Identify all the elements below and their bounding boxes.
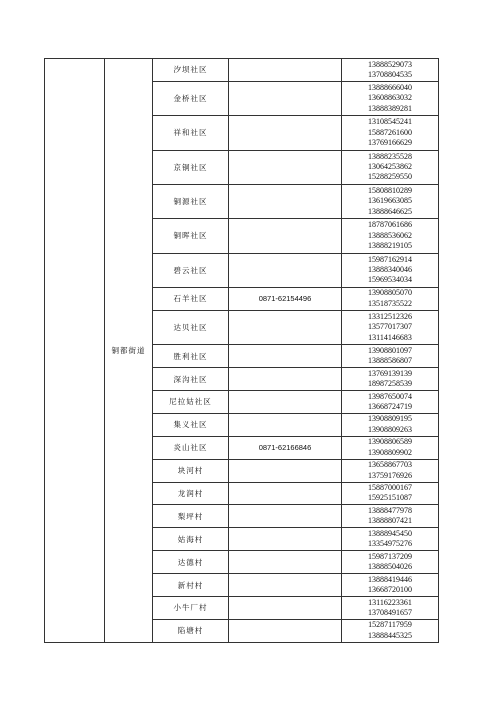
community-name-cell: 深沟社区	[153, 368, 229, 391]
mobile-number: 13108545241	[368, 117, 412, 127]
mobile-number: 13908805070	[368, 288, 412, 298]
mobile-number: 13668724719	[368, 401, 412, 411]
landline-cell	[229, 551, 342, 574]
landline-cell	[229, 574, 342, 597]
landline-cell	[229, 345, 342, 368]
community-name-cell: 炎山社区	[153, 436, 229, 459]
mobile-number: 13888945450	[368, 528, 412, 538]
community-name-cell: 祥和社区	[153, 116, 229, 150]
mobile-numbers-cell	[342, 482, 439, 505]
landline-cell	[229, 528, 342, 551]
mobile-numbers-cell	[342, 368, 439, 391]
mobile-numbers-cell	[342, 219, 439, 253]
mobile-number: 15987162914	[368, 254, 412, 264]
mobile-number: 13888235528	[368, 151, 412, 161]
community-name-cell: 新村村	[153, 574, 229, 597]
mobile-number: 13888219105	[368, 241, 412, 251]
mobile-number: 13888504026	[368, 562, 412, 572]
community-name-cell: 龙润村	[153, 482, 229, 505]
mobile-number: 13888445325	[368, 630, 412, 640]
landline-cell	[229, 619, 342, 642]
mobile-number: 13908806589	[368, 437, 412, 447]
landline-cell	[229, 390, 342, 413]
community-name-cell: 铜晖社区	[153, 219, 229, 253]
mobile-numbers-cell	[342, 528, 439, 551]
mobile-numbers-cell	[342, 436, 439, 459]
community-name-cell: 集义社区	[153, 413, 229, 436]
mobile-number: 13708491657	[368, 607, 412, 617]
mobile-number: 13769166629	[368, 138, 412, 148]
community-name-cell: 姑海村	[153, 528, 229, 551]
mobile-number: 13658867703	[368, 460, 412, 470]
mobile-number: 13577017307	[368, 322, 412, 332]
mobile-number: 15808810289	[368, 185, 412, 195]
mobile-number: 13908809263	[368, 424, 412, 434]
community-name-cell: 达贝社区	[153, 310, 229, 344]
mobile-numbers-cell	[342, 619, 439, 642]
landline-cell	[229, 596, 342, 619]
mobile-numbers-cell	[342, 413, 439, 436]
mobile-number: 13518735522	[368, 298, 412, 308]
mobile-numbers-cell	[342, 459, 439, 482]
landline-cell	[229, 368, 342, 391]
landline-cell	[229, 81, 342, 115]
mobile-number: 13908801097	[368, 345, 412, 355]
mobile-number: 13888477978	[368, 505, 412, 515]
community-name-cell: 梨坪村	[153, 505, 229, 528]
landline-cell	[229, 505, 342, 528]
landline-cell	[229, 150, 342, 184]
mobile-number: 13888389281	[368, 103, 412, 113]
mobile-number: 13769139139	[368, 368, 412, 378]
mobile-number: 13888529073	[368, 59, 412, 69]
mobile-number: 13708804535	[368, 69, 412, 79]
landline-cell: 0871-62154496	[229, 287, 342, 310]
mobile-number: 13116223361	[368, 597, 412, 607]
table-row	[45, 59, 439, 82]
landline-cell	[229, 310, 342, 344]
landline-cell	[229, 253, 342, 287]
community-name-cell: 石羊社区	[153, 287, 229, 310]
community-name-cell: 京铜社区	[153, 150, 229, 184]
community-name-cell: 碧云社区	[153, 253, 229, 287]
landline-cell	[229, 59, 342, 82]
mobile-number: 13608863032	[368, 93, 412, 103]
landline-cell	[229, 459, 342, 482]
community-name-cell: 尼拉姑社区	[153, 390, 229, 413]
landline-cell	[229, 482, 342, 505]
community-name-cell: 块河村	[153, 459, 229, 482]
mobile-number: 13354975276	[368, 539, 412, 549]
community-name-cell: 陷塘村	[153, 619, 229, 642]
mobile-numbers-cell	[342, 505, 439, 528]
landline-cell	[229, 413, 342, 436]
mobile-number: 18787061686	[368, 220, 412, 230]
mobile-number: 15969534034	[368, 275, 412, 285]
community-name-cell: 小牛厂村	[153, 596, 229, 619]
district-cell	[45, 59, 105, 643]
community-name-cell: 达德村	[153, 551, 229, 574]
mobile-number: 13888646625	[368, 206, 412, 216]
street-name-cell: 铜都街道	[105, 59, 153, 643]
mobile-numbers-cell	[342, 253, 439, 287]
mobile-number: 15925151087	[368, 493, 412, 503]
mobile-number: 13064253862	[368, 162, 412, 172]
landline-cell: 0871-62166846	[229, 436, 342, 459]
mobile-number: 13987650074	[368, 391, 412, 401]
mobile-numbers-cell	[342, 596, 439, 619]
mobile-number: 13908809902	[368, 447, 412, 457]
mobile-numbers-cell	[342, 310, 439, 344]
mobile-number: 13888666040	[368, 82, 412, 92]
mobile-number: 13888340046	[368, 265, 412, 275]
mobile-number: 13888536062	[368, 230, 412, 240]
mobile-numbers-cell	[342, 150, 439, 184]
mobile-number: 18987258539	[368, 379, 412, 389]
mobile-number: 13888807421	[368, 516, 412, 526]
mobile-number: 15887261600	[368, 127, 412, 137]
mobile-number: 13759176926	[368, 470, 412, 480]
mobile-number: 15287117959	[368, 620, 412, 630]
community-name-cell: 铜源社区	[153, 184, 229, 218]
mobile-number: 15987137209	[368, 551, 412, 561]
mobile-number: 13888419446	[368, 574, 412, 584]
landline-cell	[229, 184, 342, 218]
landline-cell	[229, 116, 342, 150]
mobile-number: 15288259550	[368, 172, 412, 182]
mobile-number: 13312512326	[368, 311, 412, 321]
mobile-numbers-cell	[342, 390, 439, 413]
mobile-numbers-cell	[342, 184, 439, 218]
community-name-cell: 胜利社区	[153, 345, 229, 368]
mobile-numbers-cell	[342, 574, 439, 597]
mobile-number: 13668720100	[368, 585, 412, 595]
mobile-number: 15887000167	[368, 483, 412, 493]
mobile-numbers-cell	[342, 551, 439, 574]
mobile-number: 13908809195	[368, 414, 412, 424]
mobile-numbers-cell	[342, 287, 439, 310]
mobile-number: 13888586807	[368, 356, 412, 366]
community-name-cell: 金桥社区	[153, 81, 229, 115]
mobile-numbers-cell	[342, 59, 439, 82]
mobile-numbers-cell	[342, 116, 439, 150]
mobile-numbers-cell	[342, 345, 439, 368]
contact-table	[44, 58, 439, 643]
mobile-number: 13619663085	[368, 196, 412, 206]
community-name-cell: 汐坝社区	[153, 59, 229, 82]
mobile-numbers-cell	[342, 81, 439, 115]
mobile-number: 13114146683	[368, 332, 412, 342]
landline-cell	[229, 219, 342, 253]
